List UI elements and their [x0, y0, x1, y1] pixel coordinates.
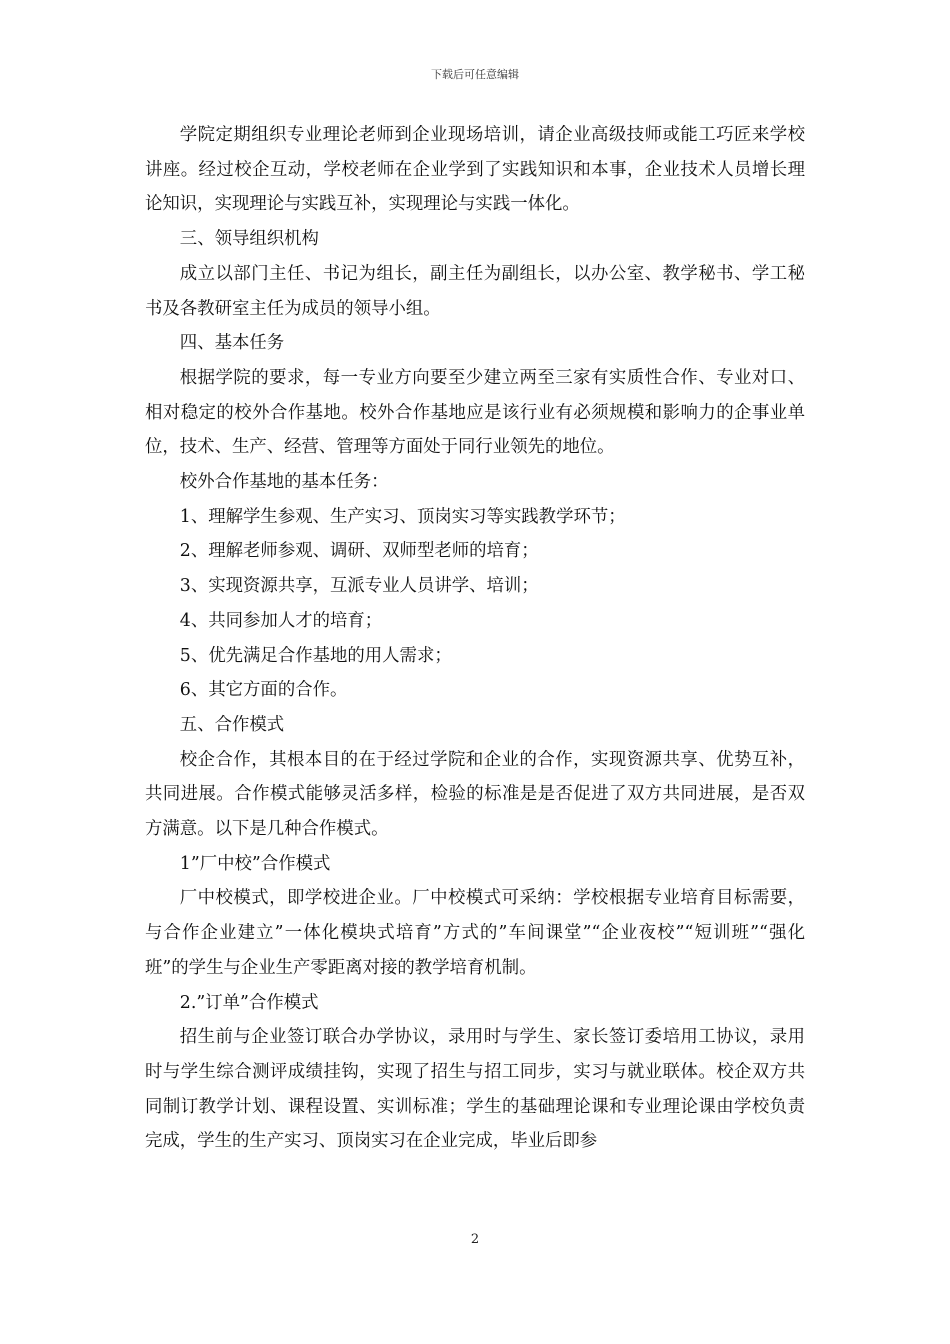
page-number: 2 — [470, 1232, 480, 1247]
heading-leadership-organization: 三、领导组织机构 — [179, 229, 319, 250]
list-item-3: 3、实现资源共享，互派专业人员讲学、培训； — [179, 576, 539, 597]
paragraph-leadership-group: 成立以部门主任、书记为组长，副主任为副组长，以办公室、教学秘书、学工秘书及各教研室主任为成员的领导小组。 — [145, 263, 805, 319]
list-item-6: 6、其它方面的合作。 — [179, 680, 348, 701]
list-item-2: 2、理解老师参观、调研、双师型老师的培育； — [179, 541, 539, 562]
subheading-factory-school-mode: 1”厂中校”合作模式 — [179, 853, 331, 874]
document-body — [145, 118, 805, 1159]
heading-cooperation-modes: 五、合作模式 — [179, 714, 285, 735]
heading-basic-tasks: 四、基本任务 — [179, 333, 285, 354]
page-header: 下载后可任意编辑 — [431, 68, 519, 81]
paragraph-training: 学院定期组织专业理论老师到企业现场培训，请企业高级技师或能工巧匠来学校讲座。经过校企互动，学校老师在企业学到了实践知识和本事，企业技术人员增长理论知识，实现理论与实践互补，实现理论与实践一体化。 — [145, 125, 805, 215]
paragraph-base-tasks-intro: 校外合作基地的基本任务： — [179, 472, 389, 493]
paragraph-order-mode: 招生前与企业签订联合办学协议，录用时与学生、家长签订委培用工协议，录用时与学生综合测评成绩挂钩，实现了招生与招工同步，实习与就业联体。校企双方共同制订教学计划、课程设置、实训标准；学生的基础理论课和专业理论课由学校负责完成，学生的生产实习、顶岗实习在企业完成，毕业后即参 — [145, 1027, 805, 1152]
list-item-5: 5、优先满足合作基地的用人需求； — [179, 645, 452, 666]
paragraph-base-requirements: 根据学院的要求，每一专业方向要至少建立两至三家有实质性合作、专业对口、相对稳定的校外合作基地。校外合作基地应是该行业有必须规模和影响力的企事业单位，技术、生产、经营、管理等方面处于同行业领先的地位。 — [145, 367, 805, 458]
subheading-order-mode: 2.”订单”合作模式 — [179, 992, 319, 1013]
list-item-1: 1、理解学生参观、生产实习、顶岗实习等实践教学环节； — [179, 506, 626, 527]
paragraph-factory-school-mode: 厂中校模式，即学校进企业。厂中校模式可采纳：学校根据专业培育目标需要，与合作企业建立”一体化模块式培育”方式的”车间课堂”“企业夜校”“短训班”“强化班”的学生与企业生产零距离对接的教学培育机制。 — [145, 888, 805, 978]
list-item-4: 4、共同参加人才的培育； — [179, 610, 383, 631]
paragraph-cooperation-purpose: 校企合作，其根本目的在于经过学院和企业的合作，实现资源共享、优势互补，共同进展。合作模式能够灵活多样，检验的标准是是否促进了双方共同进展，是否双方满意。以下是几种合作模式。 — [145, 749, 805, 840]
